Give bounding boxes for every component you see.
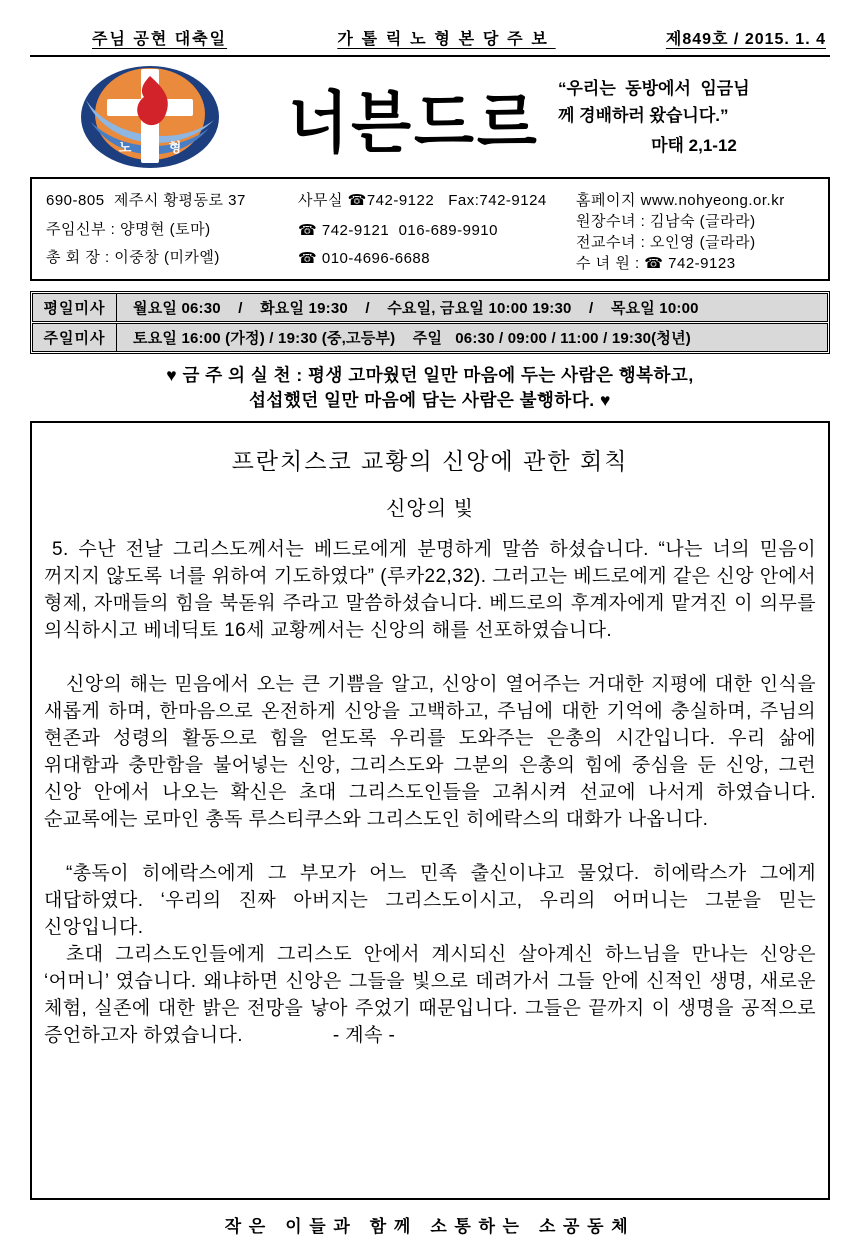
council-president: 총 회 장 : 이중창 (미카엘) <box>46 249 220 266</box>
article-box <box>30 421 830 1200</box>
parish-logo <box>30 64 270 170</box>
paragraph-text: 초대 그리스도인들에게 그리스도 안에서 계시되신 살아계신 하느님을 만나는 신앙은 ‘어머니’ 였습니다. 왜냐하면 신앙은 그들을 빛으로 데려가서 그들 안에 신적인 생명, 새로운 체험, 실존에 대한 밝은 전망을 낳아 주었기 때문입니다. 그들은 끝까지 이 생명을 공적으로 증언하고자 하였습니다. <box>44 943 816 1046</box>
quote-line: “우리는 동방에서 임금님 <box>558 79 750 99</box>
article-paragraph: 신앙의 해는 믿음에서 오는 큰 기쁨을 알고, 신앙이 열어주는 거대한 지평에 대한 인식을 새롭게 하며, 한마음으로 온전하게 신앙을 고백하고, 주님에 대한 기억에 충실하며, 주님의 현존과 성령의 활동으로 힘을 얻도록 우리를 도와주는 은총의 시간입니다. 우리 삶에 위대함과 충만함을 불어넣는 신앙, 그리스도와 그분의 은총의 힘에 중심을 둔 신앙, 그런 신앙 안에서 나오는 확신은 초대 그리스도인들을 고취시켜 선교에 나서게 하였습니다. 순교록에는 로마인 총독 루스티쿠스와 그리스도인 히에락스의 대화가 나옵니다. <box>44 673 816 830</box>
homepage: 홈페이지 www.nohyeong.or.kr <box>576 192 785 209</box>
weekday-mass-label: 평일미사 <box>33 294 117 321</box>
mass-schedule-table <box>30 291 830 354</box>
address: 690-805 제주시 황평동로 37 <box>46 192 246 209</box>
practice-line: 섭섭했던 일만 마음에 담는 사람은 불행하다. ♥ <box>249 389 611 410</box>
article-paragraph: “총독이 히에락스에게 그 부모가 어느 민족 출신이냐고 물었다. 히에락스가 그에게 대답하였다. ‘우리의 진짜 아버지는 그리스도이시고, 우리의 어머니는 그분을 믿는 신앙입니다. <box>44 862 816 938</box>
weekly-practice <box>30 363 830 412</box>
weekday-mass-times: 월요일 06:30 / 화요일 19:30 / 수요일, 금요일 10:00 19:30 / 목요일 10:00 <box>133 300 699 317</box>
info-column-address <box>46 189 298 267</box>
sunday-mass-label: 주일미사 <box>33 324 117 351</box>
continued-marker: - 계속 - <box>332 1024 396 1046</box>
mission-sister: 전교수녀 : 오인영 (글라라) <box>576 234 756 251</box>
quote-reference: 마태 2,1-12 <box>651 135 737 155</box>
practice-line: ♥ 금 주 의 실 천 : 평생 고마웠던 일만 마음에 두는 사람은 행복하고, <box>166 365 694 385</box>
office-phone: 사무실 ☎742-9122 Fax:742-9124 <box>298 192 547 209</box>
quote-line: 께 경배하러 왔습니다.” <box>558 106 729 126</box>
logo-char-right: 형 <box>168 140 182 155</box>
pastor: 주임신부 : 양명현 (토마) <box>46 220 211 238</box>
info-column-sisters <box>576 189 816 272</box>
scripture-quote <box>558 75 830 159</box>
logo-char-left: 노 <box>118 140 132 155</box>
article-subtitle: 신앙의 빛 <box>386 498 474 520</box>
president-phone: ☎ 010-4696-6688 <box>298 250 431 267</box>
feast-title: 주님 공현 대축일 <box>92 31 228 48</box>
article-title: 프란치스코 교황의 신앙에 관한 회칙 <box>231 448 629 474</box>
article-paragraph: 5. 수난 전날 그리스도께서는 베드로에게 분명하게 말씀 하셨습니다. “나는 너의 믿음이 꺼지지 않도록 너를 위하여 기도하였다” (루카22,32). 그러고는 베드로에게 같은 신앙 안에서 형제, 자매들의 힘을 북돋워 주라고 말씀하셨습니다. 베드로의 후계자에게 맡겨진 이 의무를 의식하시고 베네딕토 16세 교황께서는 신앙의 해를 선포하였습니다. <box>44 539 816 641</box>
sunday-mass-times: 토요일 16:00 (가정) / 19:30 (중,고등부) 주일 06:30 / 09:00 / 11:00 / 19:30(청년) <box>133 330 691 347</box>
superior-sister: 원장수녀 : 김남숙 (글라라) <box>576 213 756 230</box>
bulletin-masthead-title: 너븐드르 <box>288 86 540 161</box>
contact-info-box <box>30 177 830 281</box>
masthead <box>30 57 830 173</box>
footer-slogan: 작은 이들과 함께 소통하는 소공동체 <box>224 1217 636 1236</box>
table-row-weekday <box>32 293 828 322</box>
issue-number: 제849호 / 2015. 1. 4 <box>665 31 826 48</box>
convent-phone: 수 녀 원 : ☎ 742-9123 <box>576 255 736 272</box>
parish-logo-icon <box>79 64 221 170</box>
bulletin-name: 가톨릭노형본당주보 <box>337 31 556 48</box>
table-row-sunday <box>32 323 828 352</box>
pastor-phone: ☎ 742-9121 016-689-9910 <box>298 221 498 239</box>
top-header <box>30 26 830 57</box>
article-paragraph <box>44 942 816 1050</box>
info-column-phones <box>298 189 576 267</box>
